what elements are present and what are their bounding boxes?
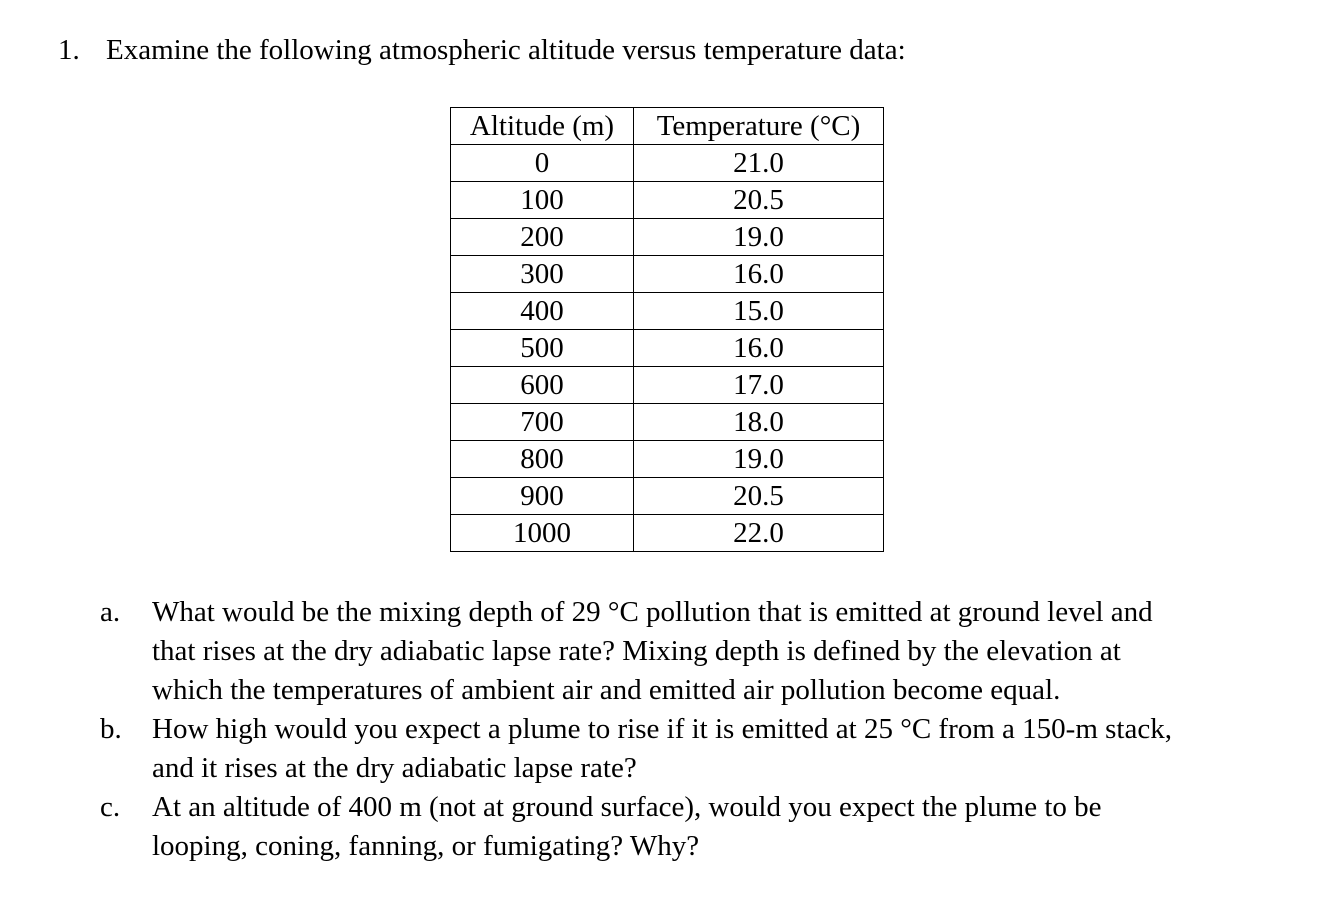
altitude-cell: 100 [451, 182, 634, 219]
question-text: Examine the following atmospheric altitude versus temperature data: [106, 34, 906, 66]
altitude-cell: 500 [451, 330, 634, 367]
table-row [451, 478, 884, 515]
altitude-temperature-table [450, 107, 884, 552]
subquestion-line: At an altitude of 400 m (not at ground surface), would you expect the plume to be [152, 791, 1102, 823]
subquestion-line: that rises at the dry adiabatic lapse rate? Mixing depth is defined by the elevation at [152, 635, 1121, 667]
subquestion-a [100, 593, 1280, 710]
table-row [451, 441, 884, 478]
temperature-cell: 18.0 [634, 404, 884, 441]
subquestion-line: which the temperatures of ambient air and emitted air pollution become equal. [152, 674, 1061, 706]
table-row [451, 182, 884, 219]
table-row [451, 293, 884, 330]
question-header [58, 32, 906, 68]
temperature-cell: 15.0 [634, 293, 884, 330]
altitude-cell: 0 [451, 145, 634, 182]
altitude-cell: 200 [451, 219, 634, 256]
subquestion-line: What would be the mixing depth of 29 °C pollution that is emitted at ground level and [152, 596, 1153, 628]
table-row [451, 330, 884, 367]
subquestion-letter: b. [100, 713, 122, 745]
temperature-cell: 16.0 [634, 256, 884, 293]
subquestion-text [152, 593, 1280, 710]
question-number: 1. [58, 34, 80, 66]
subquestion-line: and it rises at the dry adiabatic lapse rate? [152, 752, 637, 784]
table-row [451, 256, 884, 293]
subquestion-line: How high would you expect a plume to rise if it is emitted at 25 °C from a 150-m stack, [152, 713, 1172, 745]
table-row [451, 404, 884, 441]
subquestion-letter: a. [100, 596, 121, 628]
temperature-column-header: Temperature (°C) [634, 108, 884, 145]
temperature-cell: 22.0 [634, 515, 884, 552]
table-row [451, 219, 884, 256]
subquestion-letter: c. [100, 791, 121, 823]
subquestion-line: looping, coning, fanning, or fumigating? Why? [152, 830, 700, 862]
altitude-cell: 800 [451, 441, 634, 478]
table-row [451, 367, 884, 404]
table-header-row [451, 108, 884, 145]
altitude-cell: 900 [451, 478, 634, 515]
altitude-cell: 400 [451, 293, 634, 330]
table-row [451, 515, 884, 552]
subquestion-text [152, 710, 1280, 788]
temperature-cell: 21.0 [634, 145, 884, 182]
temperature-cell: 19.0 [634, 441, 884, 478]
temperature-cell: 20.5 [634, 478, 884, 515]
temperature-cell: 19.0 [634, 219, 884, 256]
altitude-column-header: Altitude (m) [451, 108, 634, 145]
table-row [451, 145, 884, 182]
subquestion-b [100, 710, 1280, 788]
subquestion-c [100, 788, 1280, 866]
altitude-cell: 600 [451, 367, 634, 404]
altitude-cell: 700 [451, 404, 634, 441]
altitude-cell: 300 [451, 256, 634, 293]
subquestion-text [152, 788, 1280, 866]
temperature-cell: 16.0 [634, 330, 884, 367]
temperature-cell: 17.0 [634, 367, 884, 404]
subquestion-list [100, 593, 1280, 866]
altitude-cell: 1000 [451, 515, 634, 552]
temperature-cell: 20.5 [634, 182, 884, 219]
